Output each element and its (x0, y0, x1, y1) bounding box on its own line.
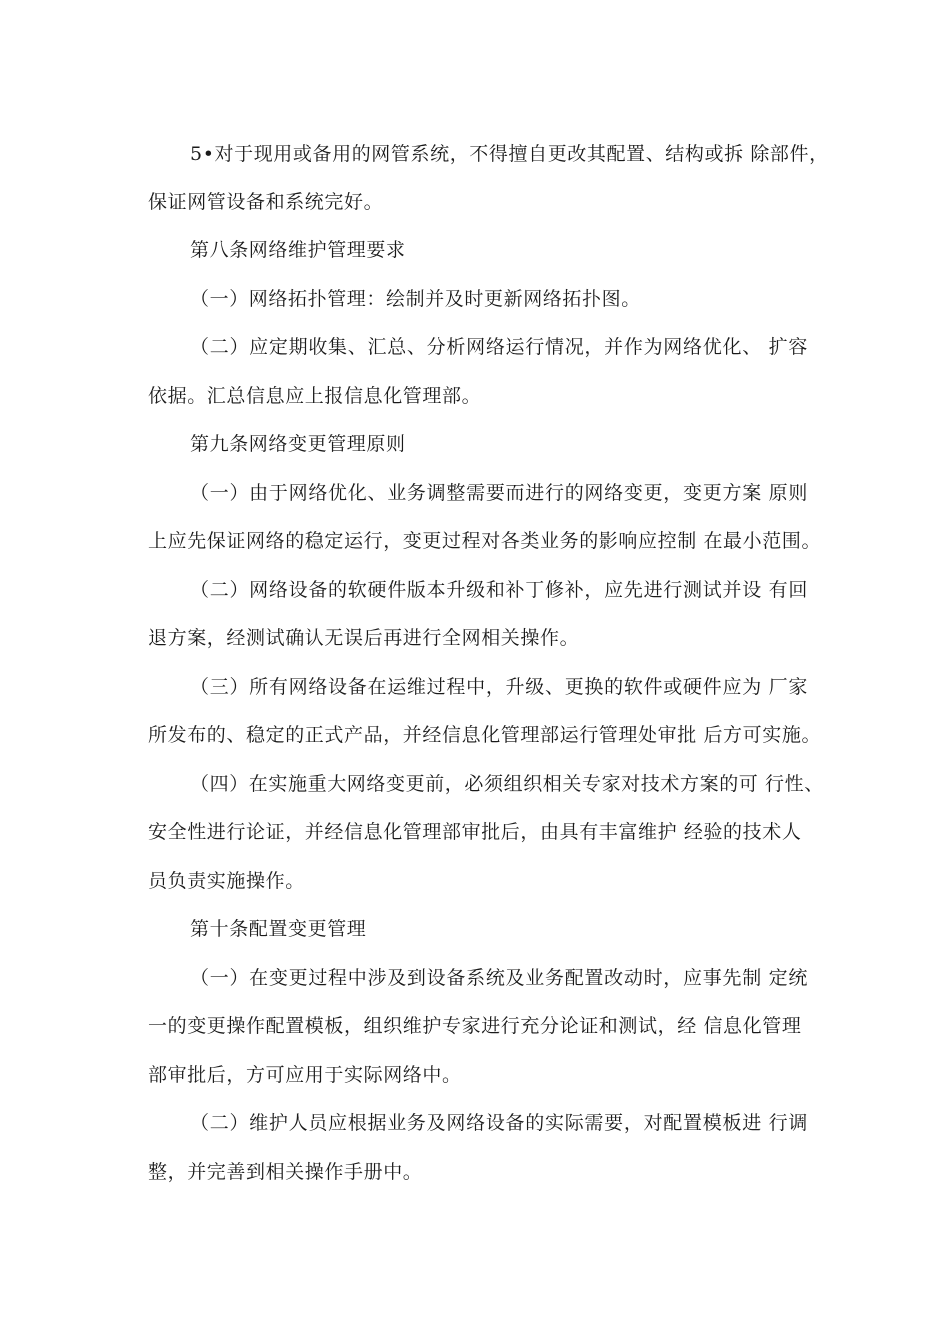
paragraph-line: 依据。汇总信息应上报信息化管理部。 (148, 385, 482, 407)
section-heading: 第九条网络变更管理原则 (190, 433, 406, 455)
paragraph-line: 部审批后，方可应用于实际网络中。 (148, 1064, 462, 1086)
paragraph-line: 上应先保证网络的稳定运行，变更过程对各类业务的影响应控制 在最小范围。 (148, 530, 822, 552)
section-heading: 第十条配置变更管理 (190, 918, 367, 940)
paragraph-line: 员负责实施操作。 (148, 870, 305, 892)
paragraph-line: （二）网络设备的软硬件版本升级和补丁修补，应先进行测试并设 有回 (190, 579, 808, 601)
paragraph-line: （一）在变更过程中涉及到设备系统及业务配置改动时，应事先制 定统 (190, 967, 808, 989)
paragraph-line: （四）在实施重大网络变更前，必须组织相关专家对技术方案的可 行性、 (190, 773, 824, 795)
paragraph-line: 整，并完善到相关操作手册中。 (148, 1161, 423, 1183)
paragraph-line: 安全性进行论证，并经信息化管理部审批后，由具有丰富维护 经验的技术人 (148, 821, 802, 843)
paragraph-line: （三）所有网络设备在运维过程中，升级、更换的软件或硬件应为 厂家 (190, 676, 808, 698)
paragraph-line: （二）维护人员应根据业务及网络设备的实际需要，对配置模板进 行调 (190, 1112, 808, 1134)
paragraph-line: 5•对于现用或备用的网管系统，不得擅自更改其配置、结构或拆 除部件， (190, 143, 829, 165)
paragraph-line: （一）由于网络优化、业务调整需要而进行的网络变更，变更方案 原则 (190, 482, 808, 504)
paragraph-line: 保证网管设备和系统完好。 (148, 191, 384, 213)
paragraph-line: （二）应定期收集、汇总、分析网络运行情况，并作为网络优化、 扩容 (190, 336, 808, 358)
paragraph-line: （一）网络拓扑管理：绘制并及时更新网络拓扑图。 (190, 288, 641, 310)
section-heading: 第八条网络维护管理要求 (190, 239, 406, 261)
paragraph-line: 一的变更操作配置模板，组织维护专家进行充分论证和测试，经 信息化管理 (148, 1015, 802, 1037)
paragraph-line: 退方案，经测试确认无误后再进行全网相关操作。 (148, 627, 580, 649)
paragraph-line: 所发布的、稳定的正式产品，并经信息化管理部运行管理处审批 后方可实施。 (148, 724, 822, 746)
